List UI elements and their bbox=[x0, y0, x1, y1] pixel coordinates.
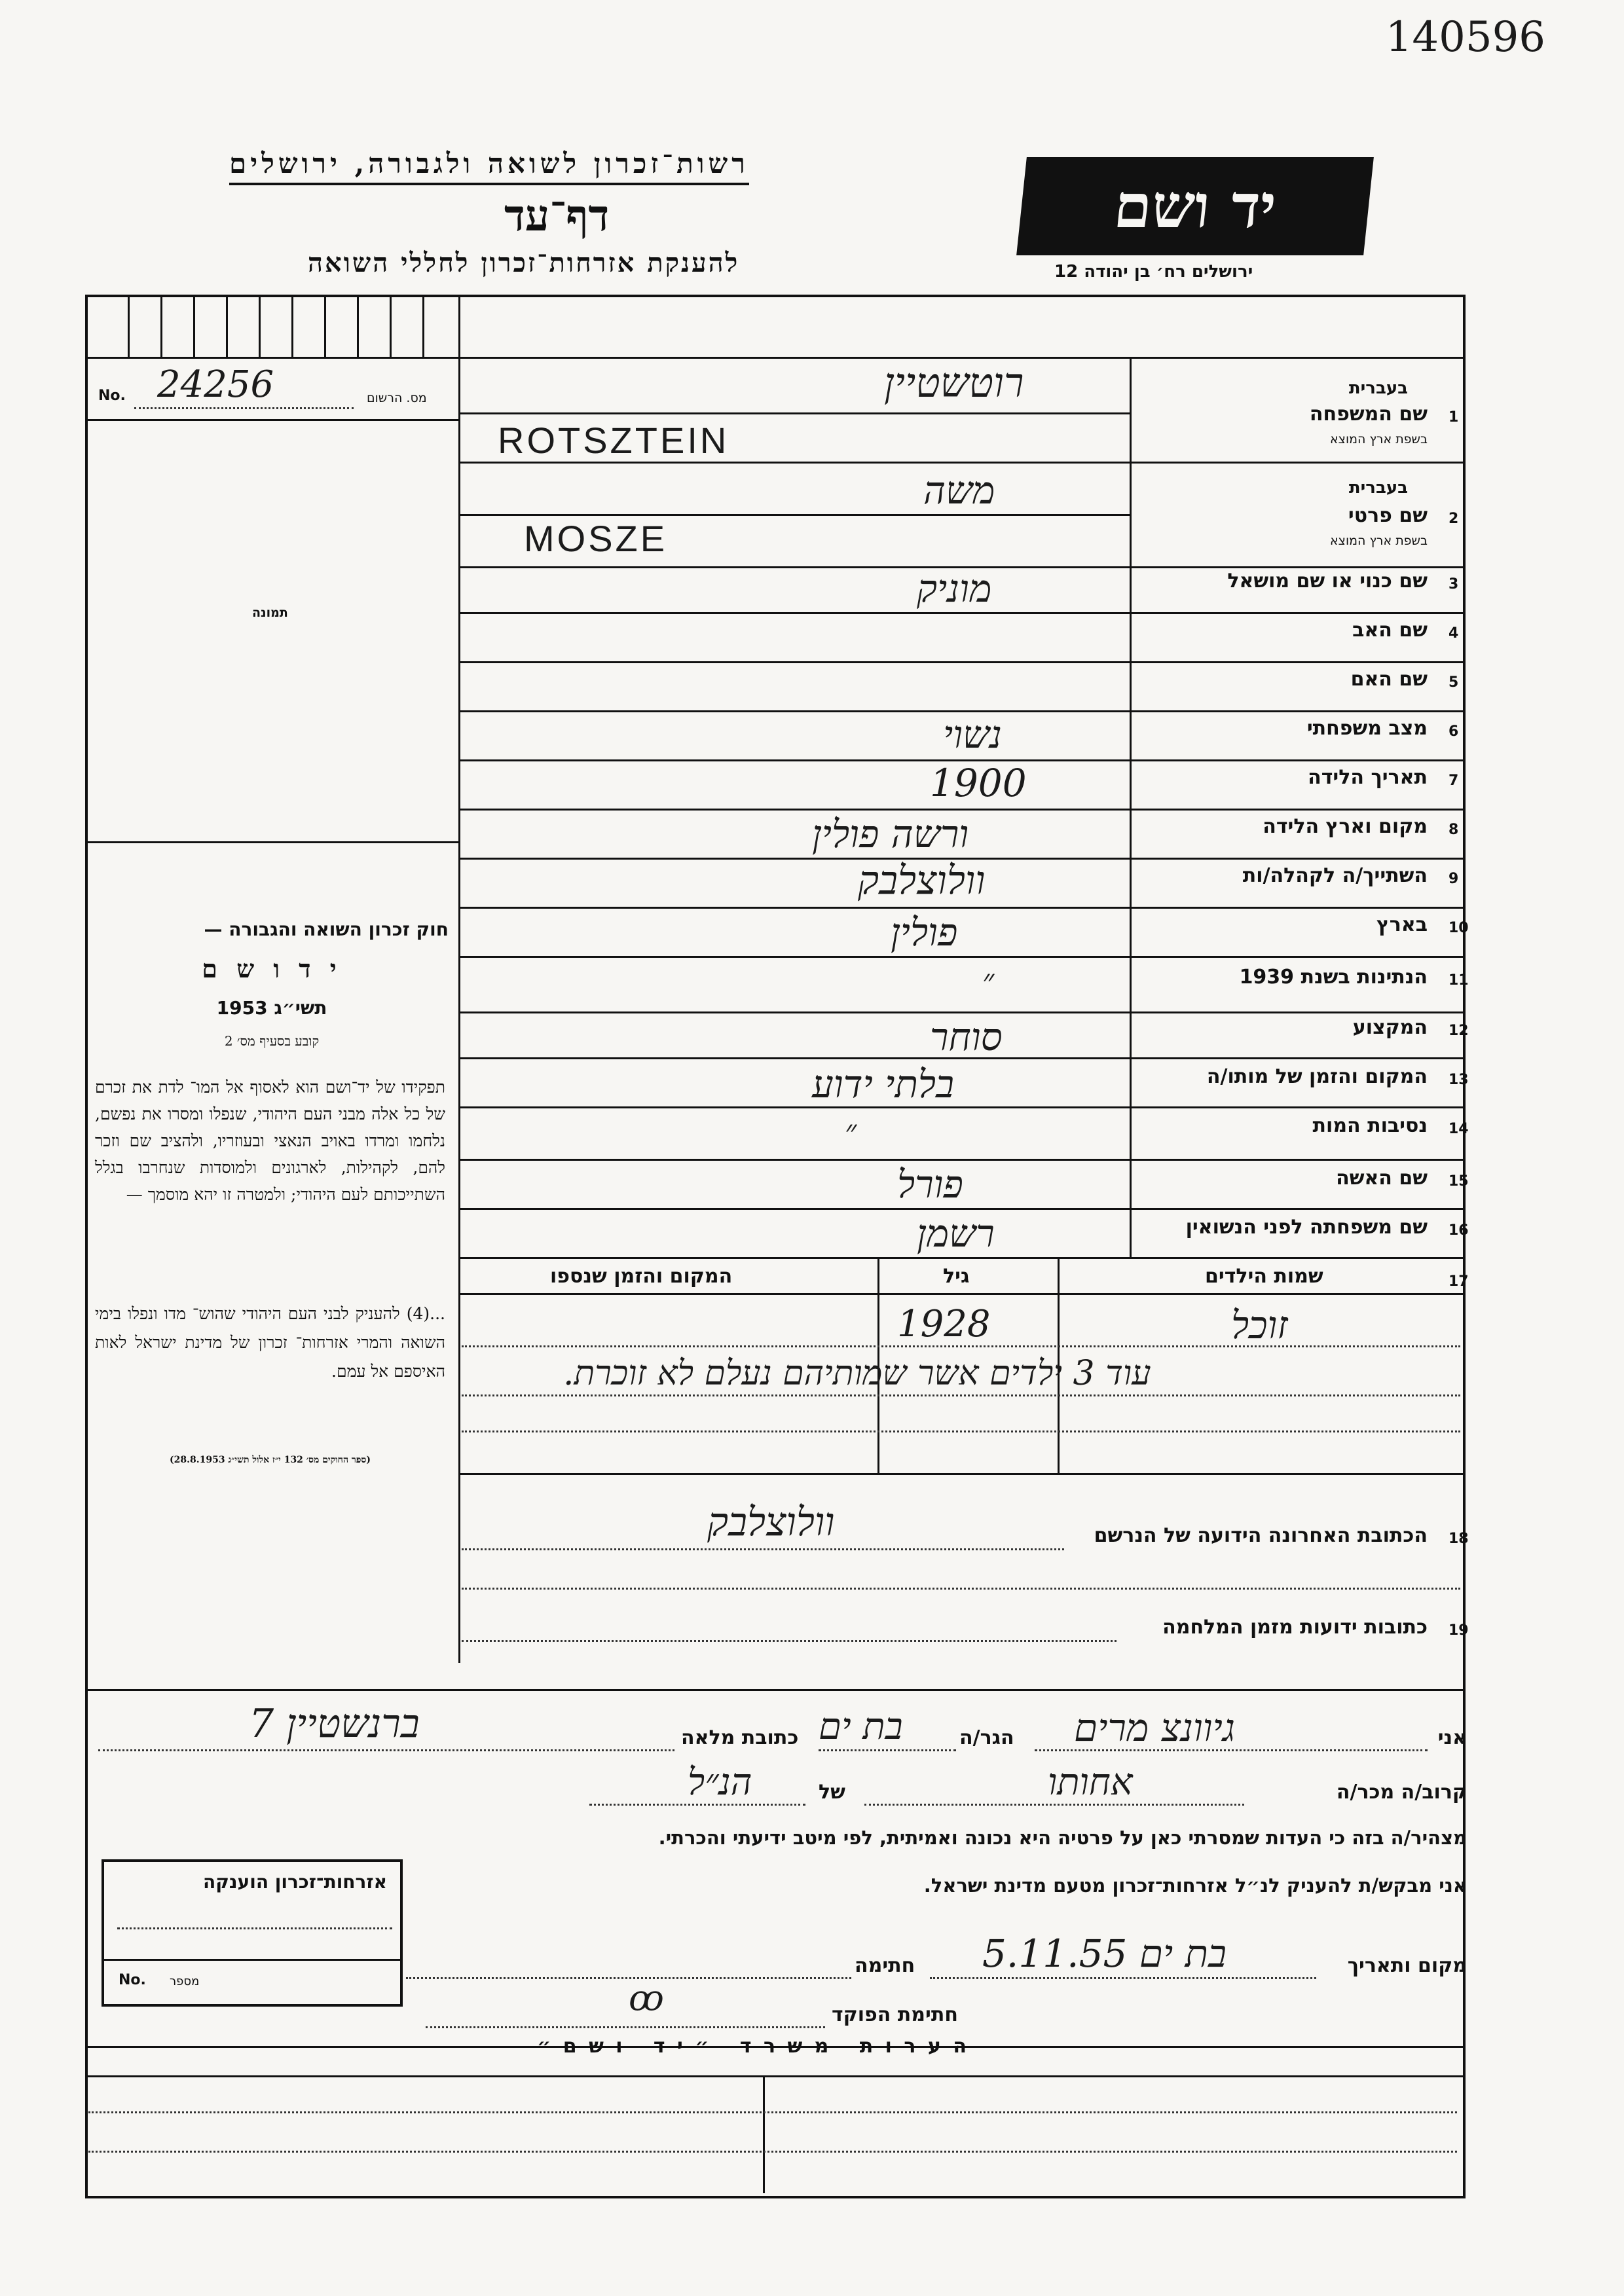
form-title: דף־עד bbox=[504, 190, 610, 241]
field-2-number: 2 bbox=[1449, 511, 1459, 527]
stamp-box-title: אזרחות־זכרון הוענקה bbox=[203, 1871, 387, 1893]
field-10-number: 10 bbox=[1449, 920, 1469, 936]
declaration-ani-value: גיוונצ מרים bbox=[1074, 1705, 1235, 1750]
citizenship-stamp-box bbox=[101, 1859, 403, 2007]
field-12-number: 12 bbox=[1449, 1023, 1469, 1039]
field-16-label: שם משפחתה לפני הנשואין bbox=[1185, 1216, 1428, 1239]
field-9-value: וולוצלבק bbox=[858, 858, 986, 903]
field-10-value: פולין bbox=[891, 910, 958, 955]
field-14-value: ״ bbox=[845, 1113, 857, 1150]
field-7-number: 7 bbox=[1449, 773, 1459, 789]
field-19-number: 19 bbox=[1449, 1622, 1469, 1639]
field-7-label: תאריך הלידה bbox=[1308, 766, 1428, 789]
field-2-sub-orig: בשפת ארץ המוצא bbox=[1329, 534, 1428, 548]
field-1-label: שם המשפחה bbox=[1309, 403, 1428, 426]
field-4-label: שם האב bbox=[1352, 619, 1428, 642]
office-notes-title: ה ע ר ו ת מ ש ר ד ״ י ד ו ש ם ״ bbox=[537, 2035, 969, 2058]
field-6-label: מצב משפחתי bbox=[1306, 717, 1428, 740]
law-body: תפקידו של יד־ושם הוא לאסוף אל המו־ לדת את זכרם של כל אלה מבני העם היהודי, שנפלו ומסרו את נפשם, נלחמו ומרדו באויב הנאצי ובעוזריו, ולהציב שם וזכר להם, לקהילות, לארגונים ולמוסדות שנחרבו בגלל השתייכותם לעם היהודי; ולמטרה זו יהא מוסמך — bbox=[95, 1078, 445, 1204]
field-8-value: ורשה פולין bbox=[812, 812, 969, 856]
stamp-box-no: No. bbox=[119, 1972, 146, 1988]
declaration-hagar-value: בת ים bbox=[819, 1705, 903, 1748]
field-15-value: פורל bbox=[897, 1162, 963, 1207]
declaration-place-date-value: בת ים 5.11.55 bbox=[982, 1931, 1227, 1976]
field-9-number: 9 bbox=[1449, 871, 1459, 887]
field-1-number: 1 bbox=[1449, 409, 1459, 426]
field-5-number: 5 bbox=[1449, 674, 1459, 691]
field-14-number: 14 bbox=[1449, 1121, 1469, 1137]
declaration-place-date-label: מקום ותאריך bbox=[1347, 1954, 1467, 1977]
law-yad-vashem: י ד ו ש ם bbox=[202, 954, 342, 983]
form-subtitle: להענקת אזרחות־זכרון לחללי השואה bbox=[308, 247, 740, 278]
declaration-signature-label: חתימה bbox=[855, 1954, 915, 1977]
declaration-statement-2: אני מבקש/ת להעניק לנ״ל אזרחות־זכרון מטעם מדינת ישראל. bbox=[923, 1874, 1467, 1897]
field-2-value-hebrew: משה bbox=[923, 468, 995, 513]
law-section: קובע בסעיף מס׳ 2 bbox=[224, 1033, 320, 1049]
field-2-sub-he: בעברית bbox=[1348, 478, 1408, 498]
declaration-address-value: ברנשטיין 7 bbox=[249, 1701, 420, 1747]
official-signature-mark: ꝏ bbox=[629, 1977, 664, 2018]
declaration-of-value: הנ״ל bbox=[688, 1761, 752, 1804]
yad-vashem-logo bbox=[1016, 157, 1374, 255]
field-12-value: סוחר bbox=[930, 1015, 1003, 1059]
children-col-place: המקום והזמן שנספו bbox=[550, 1265, 733, 1288]
stamp-box-mispar: מספר bbox=[170, 1975, 200, 1988]
law-year: תשי״ג 1953 bbox=[216, 997, 327, 1019]
declaration-ani-label: אני bbox=[1437, 1726, 1467, 1749]
field-18-value: וולוצלבק bbox=[707, 1499, 835, 1545]
declaration-relative-value: אחותו bbox=[1048, 1761, 1133, 1804]
field-11-label: הנתינות בשנת 1939 bbox=[1239, 966, 1428, 989]
children-col-names: שמות הילדים bbox=[1205, 1265, 1323, 1288]
field-11-number: 11 bbox=[1449, 972, 1469, 989]
law-source: (ספר החוקים מס׳ 132 י״ז אלול תשי״ג 28.8.1953) bbox=[170, 1455, 371, 1465]
field-2-value-latin: MOSZE bbox=[524, 518, 668, 559]
field-17-number: 17 bbox=[1449, 1273, 1469, 1290]
field-5-label: שם האם bbox=[1350, 668, 1428, 691]
declaration-hagar-label: הגר/ה bbox=[959, 1726, 1014, 1749]
field-8-label: מקום וארץ הלידה bbox=[1263, 815, 1428, 838]
field-9-label: השתייך/ה לקהלה/ות bbox=[1242, 864, 1428, 887]
child-1-age: 1928 bbox=[897, 1303, 991, 1345]
field-6-value: נשוי bbox=[943, 712, 1002, 757]
field-18-number: 18 bbox=[1449, 1531, 1469, 1547]
logo-text: יד ושם bbox=[1111, 171, 1280, 242]
registration-number: 24256 bbox=[157, 363, 274, 406]
field-8-number: 8 bbox=[1449, 822, 1459, 838]
field-1-value-latin: ROTSZTEIN bbox=[498, 420, 729, 461]
registration-no-label: No. bbox=[98, 388, 126, 404]
institution-name: רשות־זכרון לשואה ולגבורה, ירושלים bbox=[229, 147, 749, 185]
field-18-label: הכתובת האחרונה הידועה של הנרשם bbox=[1094, 1524, 1428, 1547]
law-clause: ...(4) להעניק לבני העם היהודי שהוש־ מדו ונפלו בימי השואה והמרי אזרחות־ זכרון של מדינת ישראל לאות האיספם אל עמם. bbox=[95, 1304, 445, 1381]
photo-label: תמונה bbox=[252, 606, 288, 620]
field-3-value: מוניק bbox=[917, 566, 992, 611]
field-13-number: 13 bbox=[1449, 1072, 1469, 1088]
field-15-label: שם האשה bbox=[1336, 1167, 1428, 1190]
field-4-number: 4 bbox=[1449, 625, 1459, 642]
declaration-address-label: כתובת מלאה bbox=[681, 1726, 799, 1749]
field-6-number: 6 bbox=[1449, 723, 1459, 740]
field-19-label: כתובות ידועות מזמן המלחמה bbox=[1162, 1616, 1428, 1639]
field-1-value-hebrew: רוטשטיין bbox=[884, 359, 1024, 407]
archive-number: 140596 bbox=[1385, 13, 1545, 62]
declaration-statement-1: מצהיר/ה בזה כי העדות שמסרתי כאן על פרטיה היא נכונה ואמיתית, לפי מיטב ידיעתי והכרתי. bbox=[658, 1827, 1467, 1849]
field-15-number: 15 bbox=[1449, 1173, 1469, 1190]
field-2-label: שם פרטי bbox=[1348, 504, 1428, 527]
field-13-label: המקום והזמן של מותו/ה bbox=[1206, 1065, 1428, 1088]
children-col-age: גיל bbox=[943, 1265, 970, 1288]
logo-address: ירושלים רח׳ בן יהודה 12 bbox=[1054, 262, 1253, 282]
law-title: חוק זכרון השואה והגבורה — bbox=[204, 919, 449, 940]
field-16-value: רשמן bbox=[917, 1211, 995, 1256]
declaration-of-label: של bbox=[819, 1781, 845, 1804]
field-12-label: המקצוע bbox=[1352, 1016, 1428, 1039]
field-3-label: שם כנוי או שם מושאל bbox=[1227, 570, 1428, 592]
field-1-sub-orig: בשפת ארץ המוצא bbox=[1329, 432, 1428, 446]
field-16-number: 16 bbox=[1449, 1222, 1469, 1239]
field-1-sub-he: בעברית bbox=[1348, 378, 1408, 398]
field-10-label: בארץ bbox=[1376, 913, 1428, 936]
child-2-name: עוד 3 ילדים אשר שמותיהם נעלם לא זוכרת. bbox=[563, 1354, 1151, 1393]
official-signature-label: חתימת הפוקד bbox=[832, 2003, 958, 2026]
field-3-number: 3 bbox=[1449, 576, 1459, 592]
child-1-name: זוכל bbox=[1231, 1303, 1288, 1347]
declaration-relative-label: קרוב/ה מכר/ה bbox=[1336, 1781, 1467, 1804]
field-13-value: בלתי ידוע bbox=[812, 1062, 954, 1106]
field-11-value: ״ bbox=[982, 962, 995, 999]
field-7-value: 1900 bbox=[930, 761, 1027, 805]
registration-label: מס. הרשום bbox=[367, 391, 427, 405]
field-14-label: נסיבות המות bbox=[1312, 1114, 1428, 1137]
